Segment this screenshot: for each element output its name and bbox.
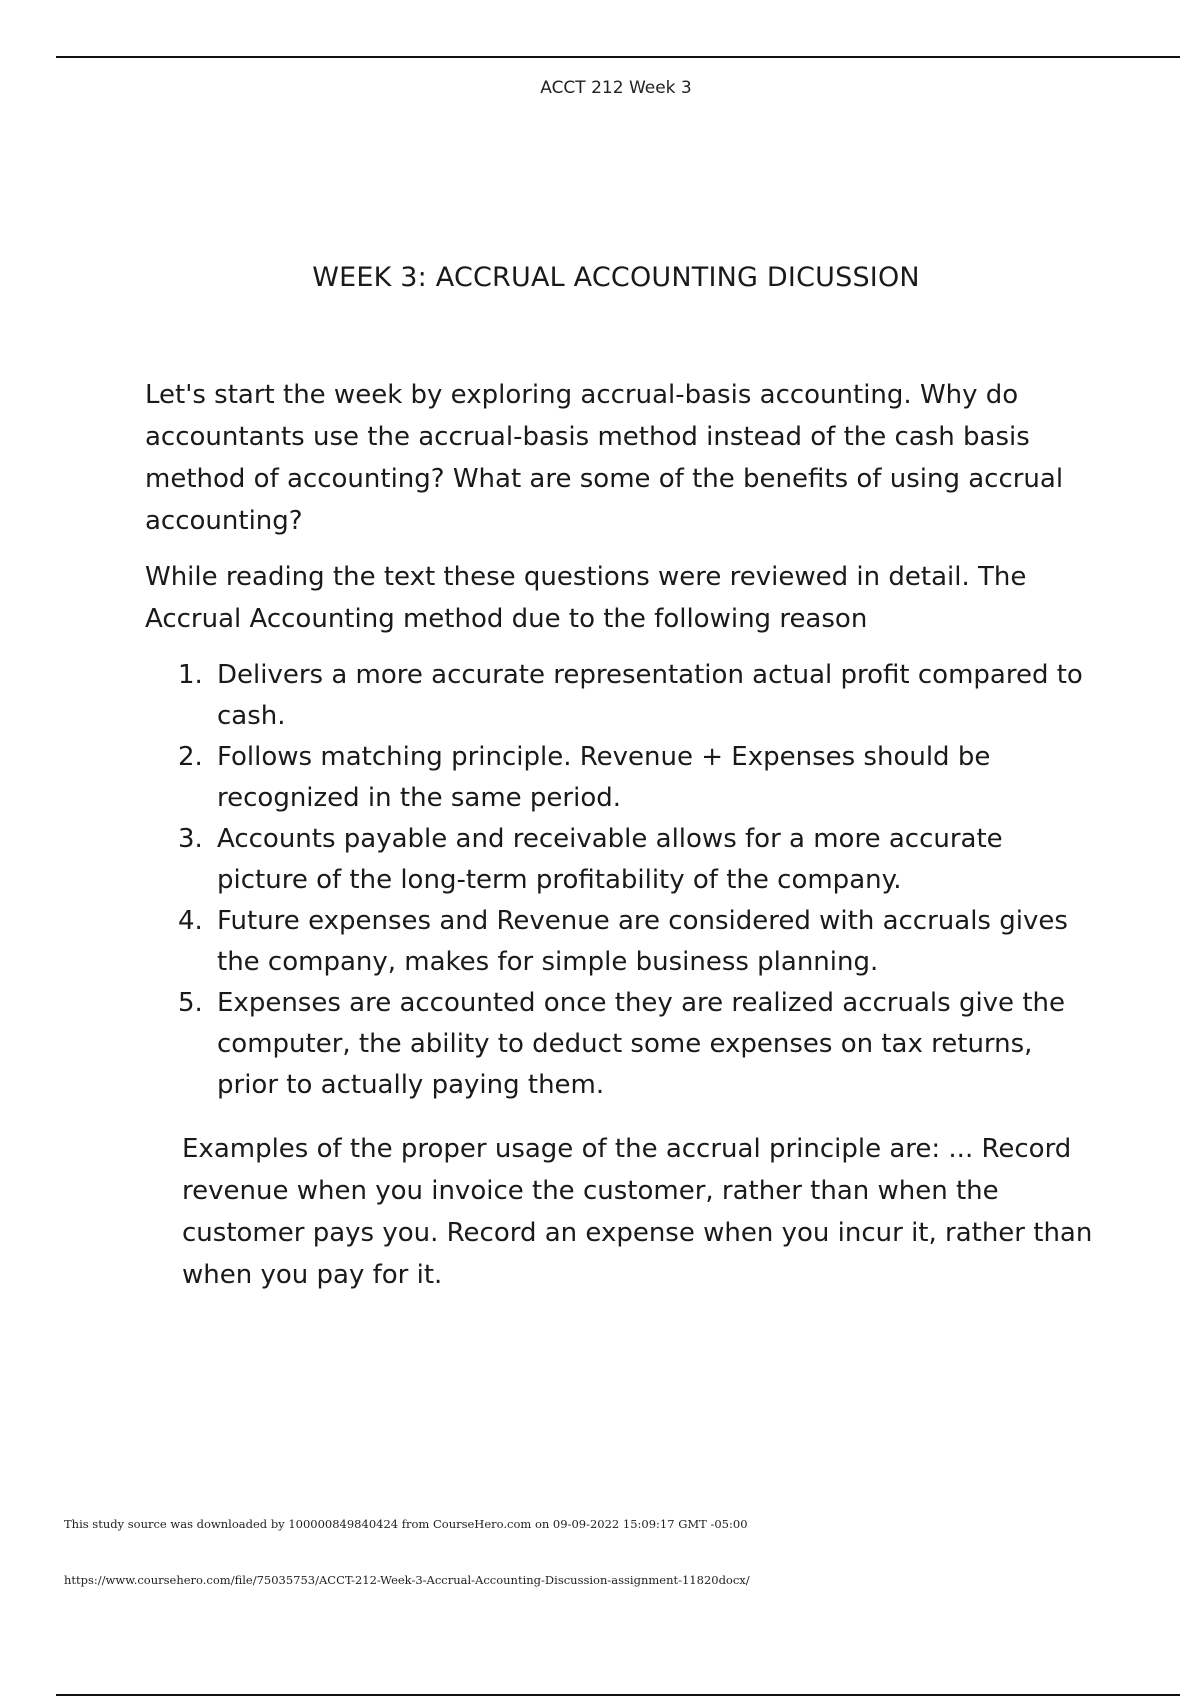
list-item-number: 1. <box>178 660 203 690</box>
list-item-number: 2. <box>178 742 203 772</box>
list-item-text: Follows matching principle. Revenue + Expenses should be recognized in the same period. <box>217 742 991 813</box>
list-item <box>178 983 1098 1106</box>
reasons-list <box>178 655 1098 1106</box>
download-source-note: This study source was downloaded by 100000849840424 from CourseHero.com on 09-09-2022 15:09:17 GMT -05:00 <box>64 1517 748 1531</box>
list-item-text: Delivers a more accurate representation actual profit compared to cash. <box>217 660 1083 731</box>
list-item-text: Accounts payable and receivable allows for a more accurate picture of the long-term profitability of the company. <box>217 824 1003 895</box>
document-title: WEEK 3: ACCRUAL ACCOUNTING DICUSSION <box>312 262 920 293</box>
examples-paragraph: Examples of the proper usage of the accrual principle are: ... Record revenue when you invoice the customer, rather than when the customer pays you. Record an expense when you incur it, rather than when you pay for it. <box>182 1134 1093 1290</box>
list-item <box>178 655 1098 737</box>
list-item-number: 5. <box>178 988 203 1018</box>
source-url[interactable]: https://www.coursehero.com/file/75035753/ACCT-212-Week-3-Accrual-Accounting-Discussion-assignment-11820docx/ <box>64 1573 750 1587</box>
top-rule <box>56 56 1180 58</box>
prompt-paragraph: Let's start the week by exploring accrual-basis accounting. Why do accountants use the accrual-basis method instead of the cash basis method of accounting? What are some of the benefits of using accrual accounting? <box>145 380 1064 536</box>
intro-paragraph: While reading the text these questions were reviewed in detail. The Accrual Accounting method due to the following reason <box>145 562 1027 634</box>
list-item-text: Future expenses and Revenue are considered with accruals gives the company, makes for simple business planning. <box>217 906 1068 977</box>
page-header: ACCT 212 Week 3 <box>540 78 692 98</box>
bottom-rule <box>56 1694 1180 1696</box>
list-item <box>178 737 1098 819</box>
list-item-text: Expenses are accounted once they are realized accruals give the computer, the ability to deduct some expenses on tax returns, prior to actually paying them. <box>217 988 1065 1100</box>
list-item-number: 4. <box>178 906 203 936</box>
list-item <box>178 819 1098 901</box>
list-item-number: 3. <box>178 824 203 854</box>
list-item <box>178 901 1098 983</box>
